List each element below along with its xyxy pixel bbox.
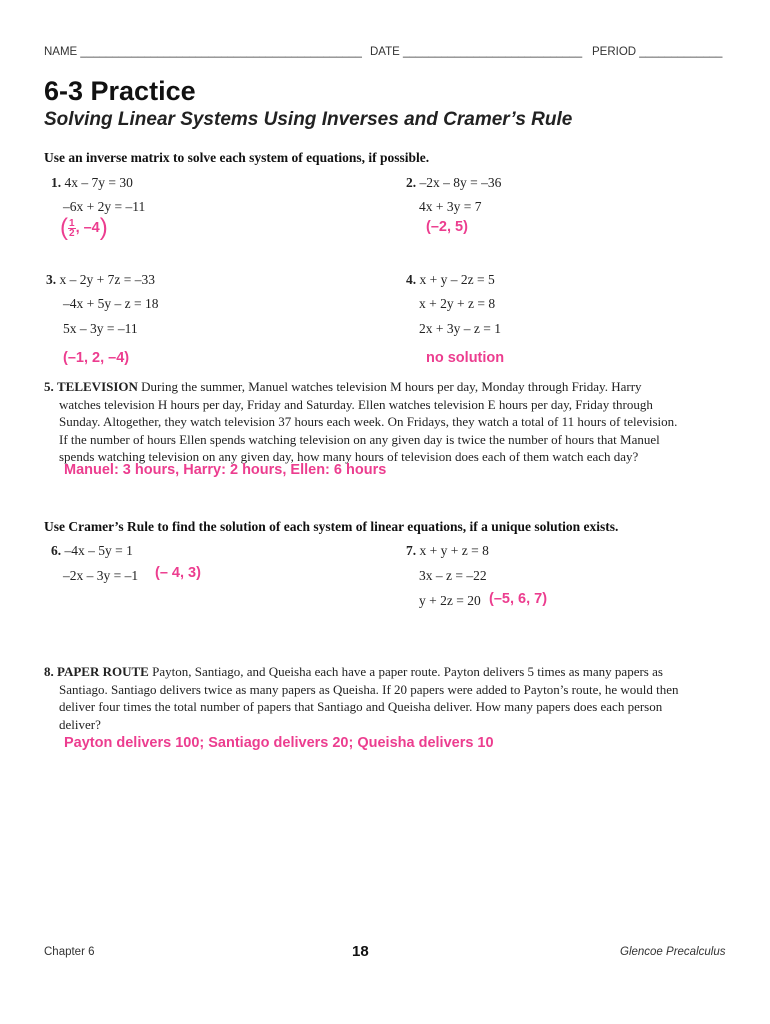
section2-instruction: Use Cramer’s Rule to find the solution of each system of linear equations, if a unique solution exists. xyxy=(44,519,619,534)
problem4-eq1 xyxy=(406,272,495,288)
problem7-eq3: y + 2z = 20 xyxy=(419,593,481,608)
problem8-line2: Santiago. Santiago delivers twice as many papers as Queisha. If 20 papers were added to Payton’s route, he would then xyxy=(59,681,679,697)
problem8-answer: Payton delivers 100; Santiago delivers 20; Queisha delivers 10 xyxy=(64,735,494,751)
problem7-answer: (–5, 6, 7) xyxy=(489,591,548,607)
problem5-text xyxy=(44,378,734,466)
problem6-answer: (– 4, 3) xyxy=(155,565,201,581)
problem1-answer-rest: , –4 xyxy=(75,219,100,236)
problem1-number: 1. xyxy=(51,175,62,190)
problem5-answer: Manuel: 3 hours, Harry: 2 hours, Ellen: 6 hours xyxy=(64,462,387,478)
problem1-answer: ( $\frac{1}{2}$ , –4) xyxy=(60,214,108,241)
problem2-eq1-text: –2x – 8y = –36 xyxy=(419,175,502,190)
problem3-eq2: –4x + 5y – z = 18 xyxy=(63,296,159,311)
problem8-line1: Payton, Santiago, and Queisha each have a paper route. Payton delivers 5 times as many papers as xyxy=(152,664,663,679)
problem5-line5: spends watching television on any given day, how many hours of television does each of them watch each day? xyxy=(59,449,639,464)
problem6-eq1 xyxy=(51,543,133,559)
fraction-numerator: 1 xyxy=(69,217,75,229)
footer-book-title: Glencoe Precalculus xyxy=(620,946,726,958)
problem2-answer: (–2, 5) xyxy=(426,219,468,235)
problem7-eq1-text: x + y + z = 8 xyxy=(419,543,489,558)
problem5-line4: If the number of hours Ellen spends watching television on any given day is twice the number of hours that Manuel xyxy=(59,431,660,447)
problem7-number: 7. xyxy=(406,543,417,558)
problem1-answer-fraction xyxy=(68,219,76,238)
problem4-eq1-text: x + y – 2z = 5 xyxy=(419,272,495,287)
problem4-answer: no solution xyxy=(426,350,505,366)
problem7-eq1 xyxy=(406,543,489,559)
section1-instruction: Use an inverse matrix to solve each system of equations, if possible. xyxy=(44,150,430,165)
problem1-eq2: –6x + 2y = –11 xyxy=(63,199,146,214)
problem5-line1: During the summer, Manuel watches television M hours per day, Monday through Friday. Harry xyxy=(141,379,642,394)
problem4-eq3: 2x + 3y – z = 1 xyxy=(419,321,501,336)
problem4-eq2: x + 2y + z = 8 xyxy=(419,296,496,311)
problem8-line3: deliver four times the total number of papers that Santiago and Queisha deliver. How many papers does each person xyxy=(59,699,663,714)
problem5-keyword: TELEVISION xyxy=(57,379,138,394)
problem6-eq2: –2x – 3y = –1 xyxy=(63,568,139,583)
problem8-line1-wrap xyxy=(44,664,663,679)
problem5-line3: Sunday. Altogether, they watch television 37 hours each week. On Fridays, they watch a total of 11 hours of television. xyxy=(59,414,678,429)
problem3-eq1-text: x – 2y + 7z = –33 xyxy=(59,272,155,287)
page-title: 6-3 Practice xyxy=(44,76,196,106)
date-field-label: DATE ____________________________ xyxy=(370,46,583,58)
problem8-text xyxy=(44,663,734,733)
name-field-label: NAME ____________________________________________ xyxy=(44,46,362,58)
problem2-eq1 xyxy=(406,175,501,191)
fraction-denominator: 2 xyxy=(69,227,75,239)
problem8-line4: deliver? xyxy=(59,716,101,732)
problem8-number: 8. xyxy=(44,664,54,679)
footer-chapter: Chapter 6 xyxy=(44,946,95,958)
problem1-eq1 xyxy=(51,175,133,191)
problem2-eq2: 4x + 3y = 7 xyxy=(419,199,482,214)
problem7-eq2: 3x – z = –22 xyxy=(419,568,487,583)
problem5-line2: watches television H hours per day, Friday and Saturday. Ellen watches television E hours per day, Friday through xyxy=(59,396,653,412)
problem3-eq1 xyxy=(46,272,155,288)
problem6-eq1-text: –4x – 5y = 1 xyxy=(64,543,133,558)
problem5-line1-wrap xyxy=(44,379,642,394)
problem5-number: 5. xyxy=(44,379,54,394)
page-number: 18 xyxy=(352,943,369,960)
problem3-answer: (–1, 2, –4) xyxy=(63,350,130,366)
problem1-eq1-text: 4x – 7y = 30 xyxy=(64,175,133,190)
problem2-number: 2. xyxy=(406,175,417,190)
page-subtitle: Solving Linear Systems Using Inverses and Cramer’s Rule xyxy=(44,109,573,130)
problem6-number: 6. xyxy=(51,543,62,558)
problem3-eq3: 5x – 3y = –11 xyxy=(63,321,138,336)
problem4-number: 4. xyxy=(406,272,417,287)
problem3-number: 3. xyxy=(46,272,57,287)
problem8-keyword: PAPER ROUTE xyxy=(57,664,149,679)
period-field-label: PERIOD _____________ xyxy=(592,46,723,58)
